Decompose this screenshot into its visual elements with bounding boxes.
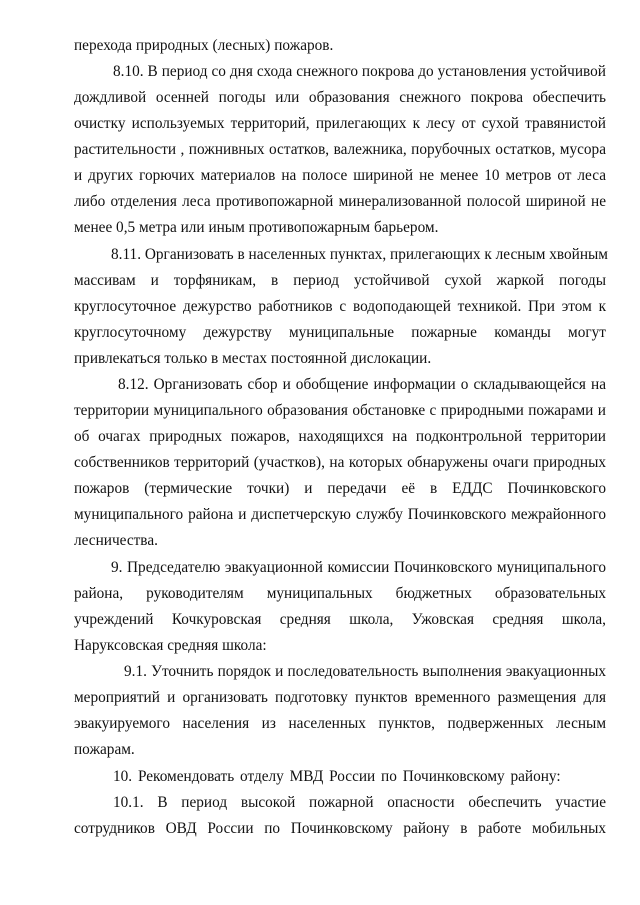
text-line: очистку используемых территорий, прилегающих к лесу от сухой травянистой [74,115,606,132]
text-line: массивам и торфяникам, в период устойчивой сухой жаркой погоды [74,272,606,289]
paragraph-9-line: 9. Председателю эвакуационной комиссии Починковского муниципального [111,559,606,576]
text-line: либо отделения леса противопожарной минерализованной полосой шириной не [74,193,606,210]
text-line: пожаров (термические точки) и передачи её в ЕДДС Починковского [74,480,606,497]
text-line: круглосуточному дежурству муниципальные пожарные команды могут [74,324,606,341]
text-line: района, руководителям муниципальных бюджетных образовательных [74,585,606,602]
text-line: сотрудников ОВД России по Починковскому району в работе мобильных [74,820,606,837]
paragraph-8-12-line: 8.12. Организовать сбор и обобщение информации о складывающейся на [118,376,606,393]
paragraph-9-1-line: 9.1. Уточнить порядок и последовательность выполнения эвакуационных [124,663,606,680]
text-line: об очагах природных пожаров, находящихся на подконтрольной территории [74,428,606,445]
text-line: собственников территорий (участков), на которых обнаружены очаги природных [74,454,606,471]
text-line: лесничества. [74,532,158,549]
text-line: перехода природных (лесных) пожаров. [74,37,334,54]
text-line: эвакуируемого населения из населенных пунктов, подверженных лесным [74,715,606,732]
text-line: растительности , пожнивных остатков, валежника, порубочных остатков, мусора [74,141,606,158]
text-line: и других горючих материалов на полосе шириной не менее 10 метров от леса [74,167,606,184]
paragraph-10-line: 10. Рекомендовать отделу МВД России по Починковскому району: [113,768,561,785]
text-line: муниципального района и диспетчерскую службу Починковского межрайонного [74,506,606,523]
text-line: привлекаться только в местах постоянной дислокации. [74,350,432,367]
text-line: Наруксовская средняя школа: [74,637,267,654]
paragraph-10-1-line: 10.1. В период высокой пожарной опасности обеспечить участие [113,794,606,811]
text-line: дождливой осенней погоды или образования снежного покрова обеспечить [74,89,606,106]
text-line: мероприятий и организовать подготовку пунктов временного размещения для [74,689,606,706]
text-line: учреждений Кочкуровская средняя школа, Ужовская средняя школа, [74,611,606,628]
paragraph-8-10-line: 8.10. В период со дня схода снежного покрова до установления устойчивой [113,63,606,80]
text-line: территории муниципального образования обстановке с природными пожарами и [74,402,606,419]
text-line: менее 0,5 метра или иным противопожарным барьером. [74,219,439,236]
paragraph-8-11-line: 8.11. Организовать в населенных пунктах, прилегающих к лесным хвойным [111,246,608,263]
text-line: пожарам. [74,741,135,758]
text-line: круглосуточное дежурство работников с водоподающей техникой. При этом к [74,298,606,315]
